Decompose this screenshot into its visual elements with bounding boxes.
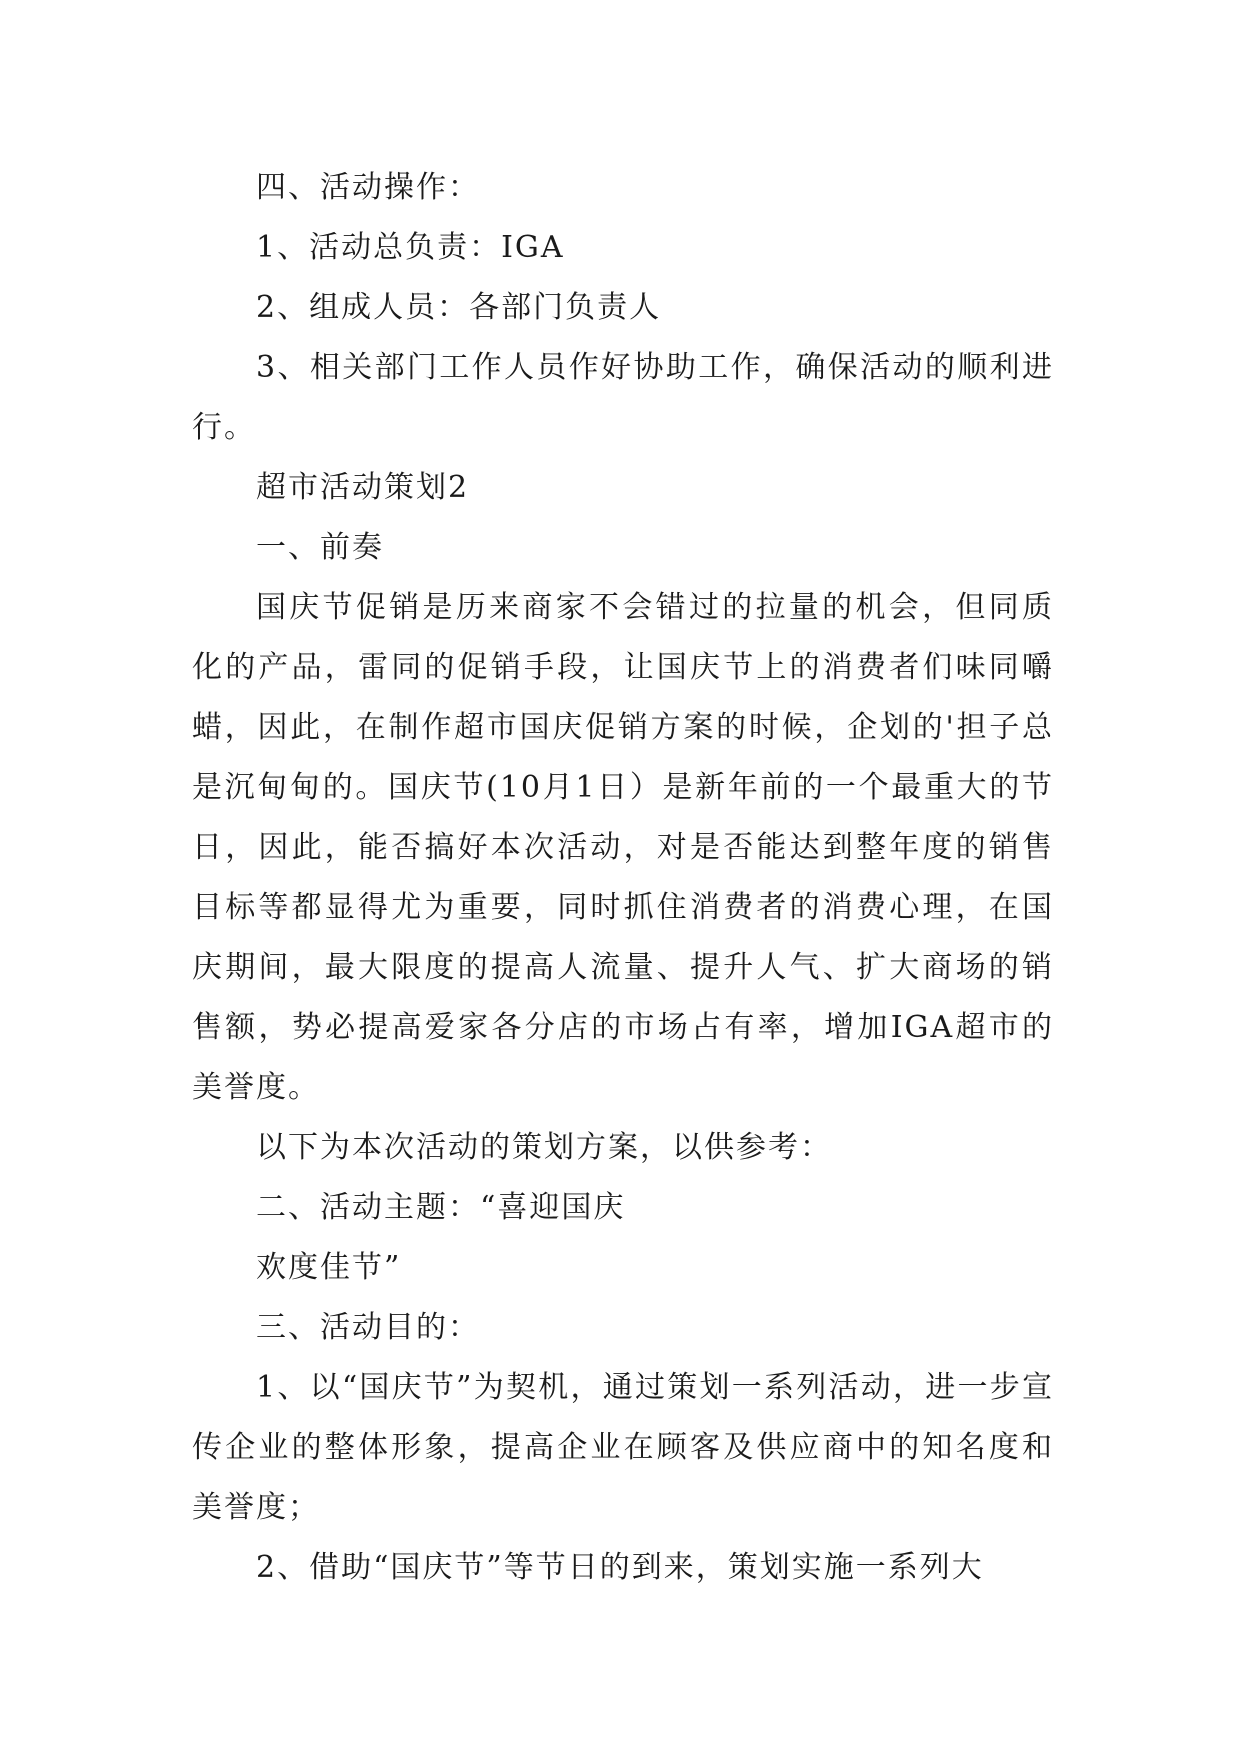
- document-body: [192, 158, 1054, 1598]
- theme-continuation: 欢度佳节”: [256, 1250, 402, 1285]
- body-paragraph: 以下为本次活动的策划方案，以供参考：: [256, 1130, 832, 1165]
- document-subtitle: 超市活动策划2: [256, 470, 470, 505]
- section-heading-activity-purpose: 三、活动目的：: [256, 1310, 480, 1345]
- section-heading-activity-operation: 四、活动操作：: [256, 170, 480, 205]
- body-paragraph: 国庆节促销是历来商家不会错过的拉量的机会，但同质化的产品，雷同的促销手段，让国庆节上的消费者们味同嚼蜡，因此，在制作超市国庆促销方案的时候，企划的'担子总是沉甸甸的。国庆节(10月1日）是新年前的一个最重大的节日，因此，能否搞好本次活动，对是否能达到整年度的销售目标等都显得尤为重要，同时抓住消费者的消费心理，在国庆期间，最大限度的提高人流量、提升人气、扩大商场的销售额，势必提高爱家各分店的市场占有率，增加IGA超市的美誉度。: [192, 590, 1054, 1105]
- list-item: 1、活动总负责：IGA: [256, 230, 565, 265]
- section-heading-prelude: 一、前奏: [256, 530, 384, 565]
- list-item: 2、组成人员：各部门负责人: [256, 290, 662, 325]
- list-item: 2、借助“国庆节”等节日的到来，策划实施一系列大: [256, 1550, 984, 1585]
- list-item: 3、相关部门工作人员作好协助工作，确保活动的顺利进行。: [192, 350, 1054, 445]
- list-item: 1、以“国庆节”为契机，通过策划一系列活动，进一步宣传企业的整体形象，提高企业在顾客及供应商中的知名度和美誉度；: [192, 1370, 1054, 1525]
- section-heading-activity-theme: 二、活动主题：“喜迎国庆: [256, 1190, 626, 1225]
